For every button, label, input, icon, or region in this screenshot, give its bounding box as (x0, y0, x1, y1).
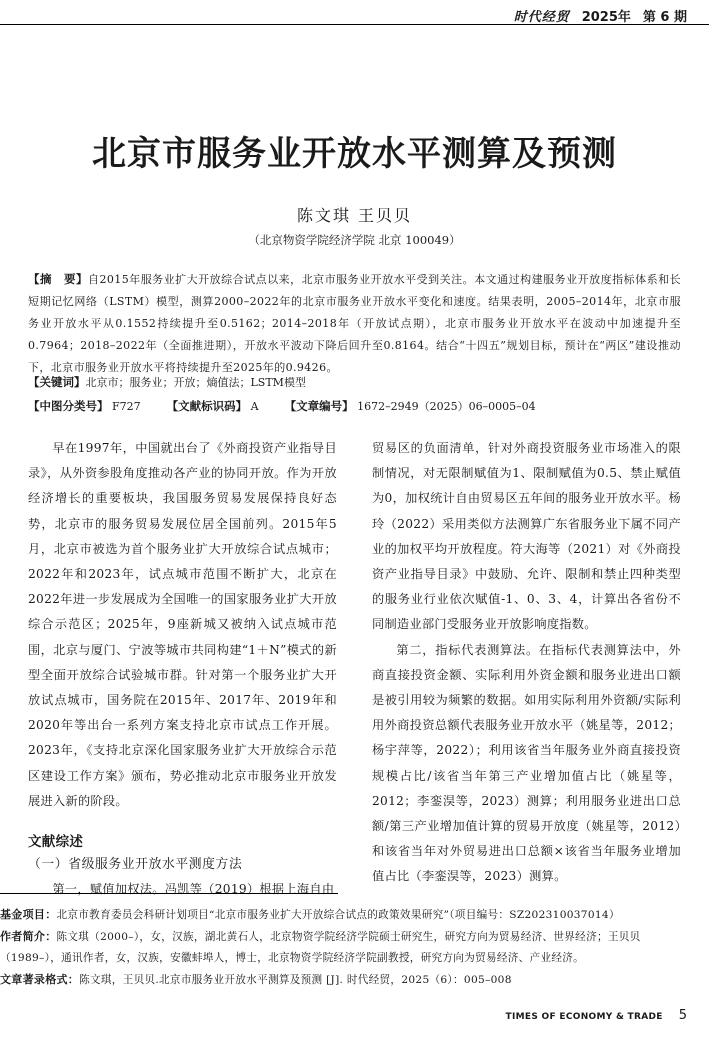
paragraph: 贸易区的负面清单，针对外商投资服务业市场准入的限制情况，对无限制赋值为1、限制赋值为0.5、禁止赋值为0，加权统计自由贸易区五年间的服务业开放水平。杨玲（2022）采用类似方法测算广东省服务业下属不同产业的加权平均开放程度。符大海等（2021）对《外商投资产业指导目录》中鼓励、允许、限制和禁止四种类型的服务业行业依次赋值-1、0、3、4，计算出各省份不同制造业部门受服务业开放影响度指数。 (372, 441, 681, 632)
classification-line (28, 395, 562, 418)
footnote-author (0, 926, 699, 969)
abstract-text: 自2015年服务业扩大开放综合试点以来，北京市服务业开放水平受到关注。本文通过构建服务业开放度指标体系和长短期记忆网络（LSTM）模型，测算2000–2022年的北京市服务业开放水平变化和速度。结果表明，2005–2014年，北京市服务业开放水平从0.1552持续提升至0.5162；2014–2018年（开放试点期），北京市服务业开放水平在波动中加速提升至0.7964；2018–2022年（全面推进期），开放水平波动下降后回升至0.8164。结合“十四五”规划目标，预计在“两区”建设推动下，北京市服务业开放水平将持续提升至2025年的0.9426。 (28, 273, 681, 374)
footnotes (0, 904, 699, 991)
footnote-citation (0, 969, 699, 991)
journal-issue: 第 6 期 (642, 10, 687, 25)
article-title: 北京市服务业开放水平测算及预测 (92, 134, 617, 174)
page-footer (506, 1008, 687, 1023)
journal-name: 时代经贸 (513, 10, 570, 25)
doc-code-label: 【文献标识码】 (166, 399, 248, 413)
journal-year: 2025年 (581, 10, 631, 25)
doc-code-value: A (250, 400, 259, 413)
author-bio-label: 作者简介： (0, 930, 57, 943)
author-line: 陈文琪 王贝贝 (296, 206, 413, 225)
fund-text: 北京市教育委员会科研计划项目“北京市服务业扩大开放综合试点的政策效果研究”（项目编号：SZ202310037014） (56, 909, 620, 921)
body-column-left (28, 436, 337, 902)
page-number: 5 (678, 1008, 687, 1023)
article-no-value: 1672–2949（2025）06–0005–04 (357, 400, 536, 413)
footnote-rule (0, 893, 338, 894)
paragraph: 早在1997年，中国就出台了《外商投资产业指导目录》，从外资参股角度推动各产业的协同开放。作为开放经济增长的重要板块，我国服务贸易发展保持良好态势，北京市的服务贸易发展位居全国前列。2015年5月，北京市被选为首个服务业扩大开放综合试点城市；2022年和2023年，试点城市范围不断扩大，北京在2022年进一步发展成为全国唯一的国家服务业扩大开放综合示范区；2025年，9座新城又被纳入试点城市范围，北京与厦门、宁波等城市共同构建“1＋N”模式的新型全面开放综合试验城市群。针对第一个服务业扩大开放试点城市，国务院在2015年、2017年、2019年和2020年等出台一系列方案支持北京市试点工作开展。2023年，《支持北京深化国家服务业扩大开放综合示范区建设工作方案》颁布，势必推动北京市服务业开放发展进入新的阶段。 (28, 441, 337, 808)
clc-label: 【中图分类号】 (28, 399, 109, 413)
footnote-fund (0, 904, 699, 926)
affiliation: （北京物资学院经济学院 北京 100049） (248, 233, 461, 247)
abstract-label: 【摘 要】 (28, 272, 88, 286)
paragraph: 第一，赋值加权法。冯凯等（2019）根据上海自由 (52, 882, 335, 897)
author-bio-text: 陈文琪（2000–），女，汉族，湖北黄石人，北京物资学院经济学院硕士研究生，研究方向为贸易经济、世界经济；王贝贝（1989–），通讯作者，女，汉族，安徽蚌埠人，博士，北京物资学院经济学院副教授，研究方向为贸易经济、产业经济。 (0, 931, 641, 964)
paragraph: 第二，指标代表测算法。在指标代表测算法中，外商直接投资金额、实际利用外资金额和服务业进出口额是被引用较为频繁的数据。如用实际利用外资额/实际利用外商投资总额代表服务业开放水平（姚星等，2012；杨宇萍等，2022）；利用该省当年服务业外商直接投资规模占比/该省当年第三产业增加值占比（姚星等，2012；李銮淏等，2023）测算；利用服务业进出口总额/第三产业增加值计算的贸易开放度（姚星等，2012）和该省当年对外贸易进出口总额×该省当年服务业增加值占比（李銮淏等，2023）测算。 (372, 642, 681, 884)
keywords-text: 北京市；服务业；开放；熵值法；LSTM模型 (85, 376, 306, 389)
abstract (28, 268, 681, 379)
keywords (28, 371, 681, 394)
running-header (513, 6, 687, 25)
article-no-label: 【文章编号】 (284, 399, 354, 413)
journal-english-name: TIMES OF ECONOMY & TRADE (505, 1012, 663, 1022)
body-column-right (372, 436, 681, 890)
header-rule (0, 24, 709, 25)
section-heading: 文献综述 (28, 834, 84, 851)
clc-value: F727 (112, 400, 141, 413)
citation-text: 陈文琪，王贝贝.北京市服务业开放水平测算及预测 [J]. 时代经贸，2025（6）：005–008 (79, 974, 512, 986)
subsection-heading: （一）省级服务业开放水平测度方法 (28, 857, 243, 873)
keywords-label: 【关键词】 (28, 375, 86, 389)
citation-label: 文章著录格式： (0, 973, 80, 986)
fund-label: 基金项目： (0, 908, 57, 921)
